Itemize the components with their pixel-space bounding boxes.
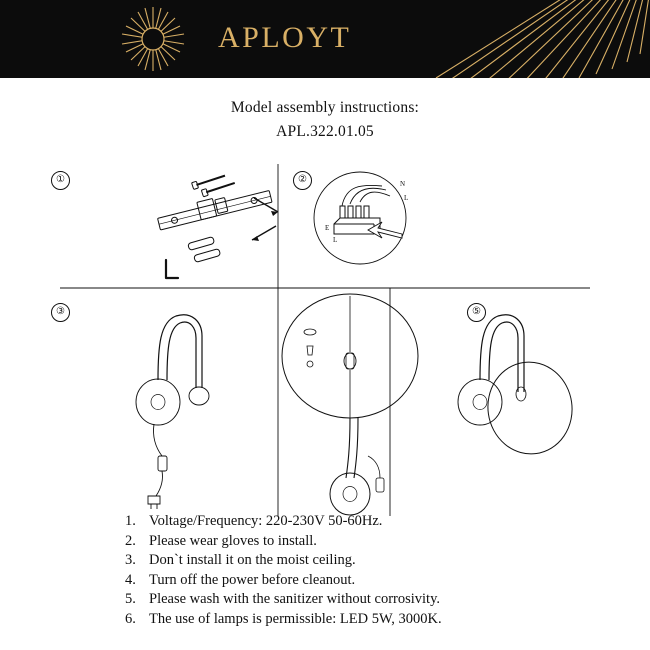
brand-name: APLOYT: [218, 21, 352, 54]
note-item: [125, 551, 625, 571]
step1-bracket: [156, 170, 278, 278]
note-number: 6.: [125, 610, 136, 627]
step-number-3: ③: [51, 303, 70, 322]
note-text: Turn off the power before cleanout.: [149, 571, 356, 588]
header-band: [0, 0, 650, 78]
notes-list: [125, 512, 625, 630]
svg-text:L: L: [333, 236, 338, 245]
diagram-canvas: [30, 156, 620, 516]
note-text: The use of lamps is permissible: LED 5W, 3000K.: [149, 610, 442, 627]
note-number: 2.: [125, 532, 136, 549]
assembly-diagram: [30, 156, 620, 516]
note-text: Please wear gloves to install.: [149, 532, 317, 549]
note-number: 1.: [125, 513, 136, 529]
step3-lamp-switch: [136, 315, 209, 509]
svg-text:L: L: [404, 194, 409, 203]
svg-text:E: E: [325, 224, 330, 233]
note-number: 3.: [125, 552, 136, 569]
svg-text:N: N: [400, 180, 406, 189]
step2-terminal: [314, 172, 408, 264]
step5-finished-lamp: [458, 315, 578, 460]
step-number-5: ⑤: [467, 303, 486, 322]
note-text: Please wash with the sanitizer without corrosivity.: [149, 591, 441, 608]
title-line-2: APL.322.01.05: [276, 123, 374, 141]
note-item: [125, 571, 625, 591]
note-item: [125, 610, 625, 630]
step-number-2: ②: [293, 171, 312, 190]
note-text: Voltage/Frequency: 220-230V 50-60Hz.: [149, 513, 383, 529]
step4-shade-assembly: [282, 294, 418, 515]
sunray-fan-icon: [408, 0, 650, 78]
sunburst-icon: [120, 6, 186, 72]
page-title: [0, 96, 650, 144]
note-item: [125, 590, 625, 610]
note-number: 4.: [125, 571, 136, 588]
step-number-1: ①: [51, 171, 70, 190]
note-item: [125, 532, 625, 552]
note-item: [125, 512, 625, 532]
note-number: 5.: [125, 591, 136, 608]
note-text: Don`t install it on the moist ceiling.: [149, 552, 356, 569]
title-line-1: Model assembly instructions:: [230, 99, 420, 116]
